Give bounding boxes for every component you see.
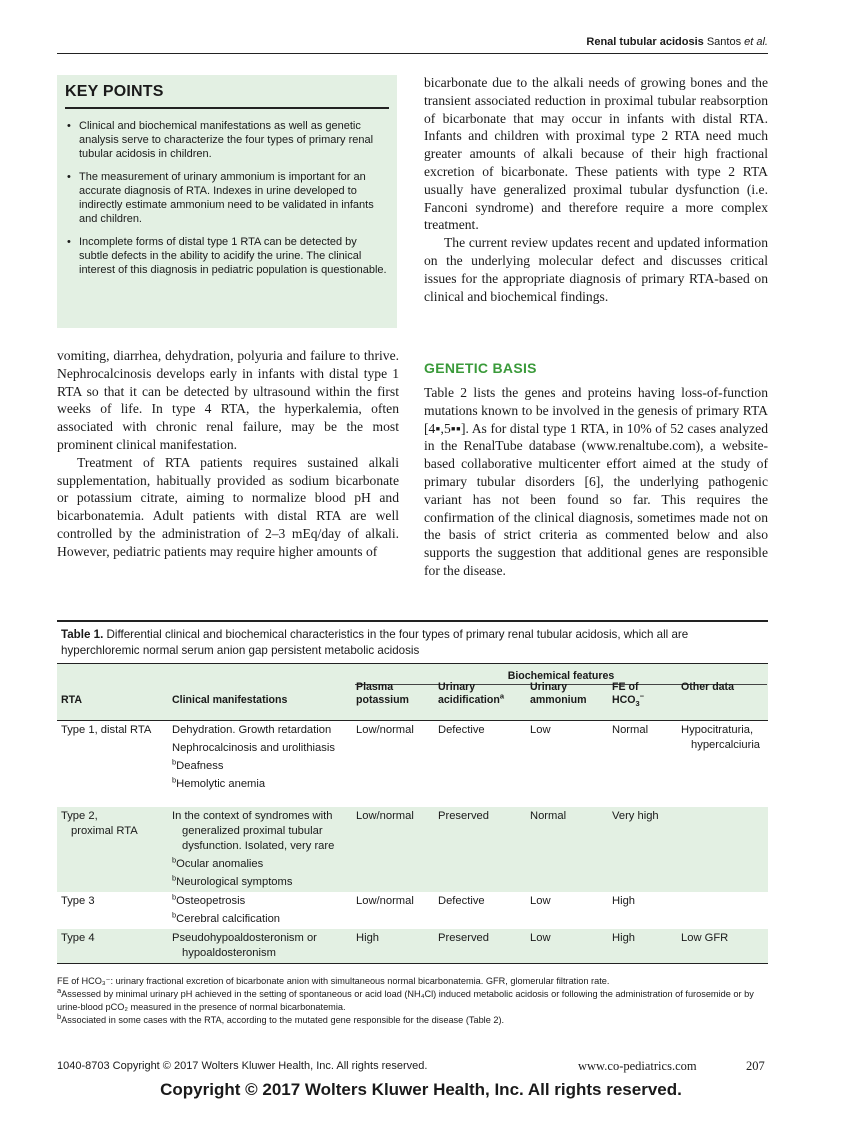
table-caption: [57, 622, 768, 663]
footnote-mark-b: b: [172, 775, 177, 785]
running-head: [0, 36, 768, 48]
cell-plasma: Low/normal: [356, 724, 414, 736]
cell-fe: Normal: [612, 724, 649, 736]
clinical-line-footnoted: [172, 759, 347, 774]
cell-clinical: [172, 809, 347, 890]
clinical-line-footnoted: [172, 777, 347, 792]
table-footnotes: [57, 975, 768, 1027]
footnote-mark-b: b: [172, 855, 177, 865]
cell-ammonium: Low: [530, 724, 551, 736]
table-1: [57, 620, 768, 964]
right-paragraph-2: The current review updates recent and updated information on the underlying molecular defect and discusses critical issues for the appropriate diagnosis of primary RTA-based on clinical and biochemical findings.: [424, 235, 768, 304]
footnote-mark-a: a: [499, 691, 504, 701]
cell-clinical: [172, 723, 347, 792]
cell-fe: High: [612, 932, 636, 944]
cell-clinical: Pseudohypoaldosteronism or hypoaldosteronism: [172, 932, 317, 959]
table-row: [57, 807, 768, 892]
left-paragraph-1: vomiting, diarrhea, dehydration, polyuria and failure to thrive. Nephrocalcinosis develops early in infants with distal type 1 RTA so that it can be detected by ultrasound within the first weeks of life. In type 4 RTA, the hyperkalemia, often associated with chronic renal failure, may be the most prominent clinical manifestation.: [57, 348, 399, 452]
clinical-line-text: Deafness: [176, 760, 224, 772]
clinical-line-footnoted: [172, 912, 347, 927]
cell-acidification: Preserved: [438, 810, 489, 822]
cell-ammonium: Low: [530, 932, 551, 944]
table-footnote-text: Associated in some cases with the RTA, according to the mutated gene responsible for the disease (Table 2).: [61, 1015, 505, 1025]
key-points-rule: [65, 107, 389, 109]
table-footnote-b: [57, 1011, 768, 1027]
key-points-list: [65, 119, 389, 277]
running-head-etal: et al.: [744, 36, 768, 48]
clinical-line-text: Ocular anomalies: [176, 858, 264, 870]
key-point-item: • Clinical and biochemical manifestations as well as genetic analysis serve to characterize the four types of primary renal tubular acidosis in children.: [65, 119, 389, 161]
clinical-line: In the context of syndromes with generalized proximal tubular dysfunction. Isolated, very rare: [172, 810, 335, 852]
clinical-line: Dehydration. Growth retardation: [172, 724, 332, 736]
right-paragraph-1: bicarbonate due to the alkali needs of growing bones and the transient associated reduction in proximal tubular reabsorption of bicarbonate that may occur in infants with distal RTA. Infants and children with proximal type 2 RTA need much greater amounts of alkali because of their high fractional excretion of bicarbonate. These patients with type 2 RTA usually have generalized proximal tubular dysfunction (i.e. Fanconi syndrome) and therefore require a more complex treatment.: [424, 75, 768, 233]
footnote-mark-b: b: [172, 873, 177, 883]
key-point-item: • Incomplete forms of distal type 1 RTA can be detected by subtle defects in the ability to acidify the urine. The clinical interest of this diagnosis in pediatric population is questionable.: [65, 235, 389, 277]
section-heading-genetic-basis: GENETIC BASIS: [424, 360, 537, 376]
genetic-paragraph-1: Table 2 lists the genes and proteins having loss-of-function mutations known to be involved in the genesis of primary RTA [4▪,5▪▪]. As for distal type 1 RTA, in 10% of 52 cases analyzed in the RenalTube database (www.renaltube.com), a website-based collaborative multicenter effort aimed at the study of primary tubular disorders [6], the underlying pathogenic variant has not been found so far. This requires the confirmation of the clinical diagnosis, sometimes made not on the basis of strict criteria as commented below and also supports the suggestion that additional genes are responsible for the disease.: [424, 385, 768, 578]
table-header: [57, 663, 768, 720]
cell-other: Low GFR: [681, 932, 729, 944]
cell-rta: Type 4: [61, 932, 95, 944]
table-row: [57, 892, 768, 929]
right-column-body: [424, 74, 768, 305]
cell-plasma: Low/normal: [356, 895, 414, 907]
cell-ammonium: Low: [530, 895, 551, 907]
column-header-fe-sub: 3: [635, 699, 640, 709]
table-caption-text: Differential clinical and biochemical characteristics in the four types of primary renal tubular acidosis, which all are hyperchloremic normal serum anion gap persistent metabolic acidosis: [61, 628, 689, 657]
column-header-rta: RTA: [61, 694, 82, 706]
column-header-fe-sup: −: [639, 691, 645, 701]
header-rule: [57, 53, 768, 54]
cell-ammonium: Normal: [530, 810, 567, 822]
left-column-body: [57, 347, 399, 561]
key-points-box: [57, 75, 397, 328]
table-bottom-rule: [57, 963, 768, 964]
table-footnote: FE of HCO₃⁻: urinary fractional excretion of bicarbonate anion with simultaneous normal bicarbonatemia. GFR, glomerular filtration rate.: [57, 976, 610, 986]
column-header-fe-text: FE of HCO: [612, 681, 639, 706]
running-head-title: Renal tubular acidosis: [586, 36, 704, 48]
footnote-mark-b: b: [172, 892, 177, 902]
genetic-basis-body: [424, 384, 768, 580]
cell-other: Hypocitraturia, hypercalciuria: [681, 724, 761, 751]
key-points-heading: KEY POINTS: [65, 83, 164, 100]
footnote-mark: a: [57, 985, 62, 995]
cell-rta: Type 1, distal RTA: [61, 724, 152, 736]
left-paragraph-2: Treatment of RTA patients requires sustained alkali supplementation, habitually provided as sodium bicarbonate or potassium citrate, aiming to normalize blood pH and bicarbonatemia. Adult patients with distal RTA are well controlled by the administration of 2–3 mEq/day of alkali. However, pediatric patients may require higher amounts of: [57, 454, 399, 559]
table-label: Table 1.: [61, 628, 104, 641]
column-header-urinary-acidification-text: Urinary acidification: [438, 681, 500, 706]
page-number: 207: [746, 1059, 765, 1073]
cell-acidification: Preserved: [438, 932, 489, 944]
clinical-line-footnoted: [172, 875, 347, 890]
cell-plasma: High: [356, 932, 380, 944]
table-group-header: Biochemical features: [507, 670, 615, 682]
clinical-line-text: Osteopetrosis: [176, 895, 246, 907]
footnote-mark: b: [57, 1011, 62, 1021]
cell-acidification: Defective: [438, 724, 485, 736]
table-footnote-a: [57, 985, 768, 1014]
column-header-clinical: Clinical manifestations: [172, 694, 288, 706]
table-footnote-text: Assessed by minimal urinary pH achieved in the setting of spontaneous or acid load (NH₄Cl) induced metabolic acidosis or following the administration of furosemide or by urine-blood pCO₂ measured in the presence of normal bicarbonatemia.: [57, 989, 754, 1012]
footer-issn-copyright: 1040-8703 Copyright © 2017 Wolters Kluwer Health, Inc. All rights reserved.: [57, 1060, 428, 1072]
clinical-line-text: Cerebral calcification: [176, 913, 281, 925]
copyright-banner: Copyright © 2017 Wolters Kluwer Health, Inc. All rights reserved.: [160, 1080, 682, 1099]
footer-journal-url: www.co-pediatrics.com: [578, 1059, 697, 1073]
column-header-urinary-ammonium: Urinary ammonium: [530, 681, 587, 706]
table-row: [57, 929, 768, 963]
key-point-item: • The measurement of urinary ammonium is important for an accurate diagnosis of RTA. Indexes in urine developed to indirectly estimate ammonium need to be validated in infants and children.: [65, 170, 389, 226]
cell-clinical: [172, 894, 347, 927]
table-row: [57, 721, 768, 807]
clinical-line-footnoted: [172, 857, 347, 872]
column-header-other: Other data: [681, 681, 734, 693]
column-header-fe: [612, 681, 662, 710]
cell-plasma: Low/normal: [356, 810, 414, 822]
clinical-line-text: Hemolytic anemia: [176, 778, 266, 790]
clinical-line-footnoted: [172, 894, 347, 909]
cell-acidification: Defective: [438, 895, 485, 907]
footnote-mark-b: b: [172, 910, 177, 920]
cell-fe: Very high: [612, 810, 659, 822]
column-header-plasma: Plasma potassium: [356, 681, 409, 706]
cell-rta: Type 2, proximal RTA: [61, 810, 138, 837]
clinical-line-text: Neurological symptoms: [176, 876, 293, 888]
cell-rta: Type 3: [61, 895, 95, 907]
column-header-urinary-acidification: [438, 681, 518, 707]
clinical-line: Nephrocalcinosis and urolithiasis: [172, 742, 335, 754]
running-head-author: Santos: [706, 36, 742, 48]
footnote-mark-b: b: [172, 757, 177, 767]
cell-fe: High: [612, 895, 636, 907]
